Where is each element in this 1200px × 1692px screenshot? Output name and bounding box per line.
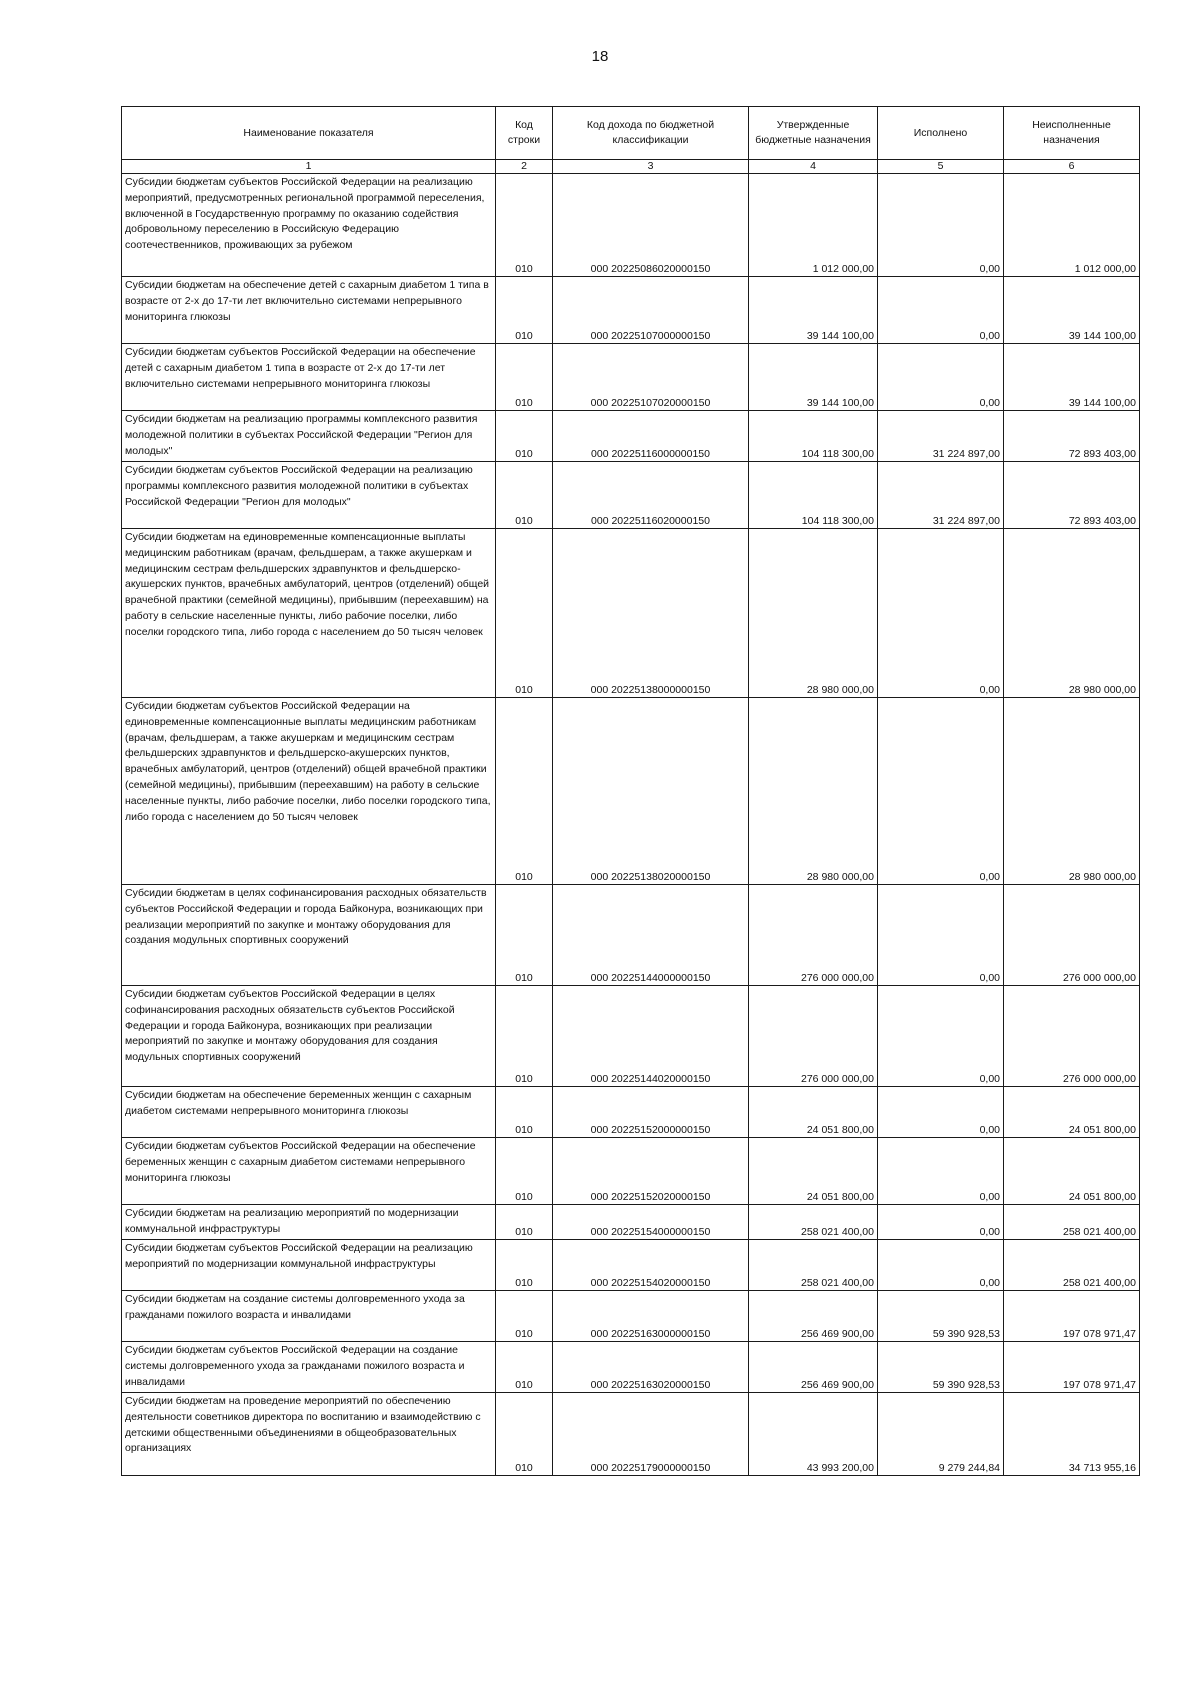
table-row — [122, 1240, 1140, 1291]
row-name: Субсидии бюджетам на реализацию мероприятий по модернизации коммунальной инфраструктуры — [122, 1205, 496, 1240]
table-row — [122, 462, 1140, 529]
row-kbk: 000 20225154020000150 — [553, 1240, 749, 1291]
row-name: Субсидии бюджетам субъектов Российской Федерации на обеспечение беременных женщин с сахарным диабетом системами непрерывного мониторинга глюкозы — [122, 1138, 496, 1205]
row-executed: 0,00 — [878, 885, 1004, 986]
column-number: 4 — [749, 160, 878, 174]
column-number: 2 — [496, 160, 553, 174]
row-approved: 24 051 800,00 — [749, 1138, 878, 1205]
row-code: 010 — [496, 1291, 553, 1342]
row-executed: 31 224 897,00 — [878, 462, 1004, 529]
row-code: 010 — [496, 1087, 553, 1138]
column-number-row — [122, 160, 1140, 174]
row-kbk: 000 20225138020000150 — [553, 698, 749, 885]
row-approved: 258 021 400,00 — [749, 1205, 878, 1240]
row-code: 010 — [496, 277, 553, 344]
row-unexecuted: 276 000 000,00 — [1004, 986, 1140, 1087]
row-approved: 39 144 100,00 — [749, 277, 878, 344]
table-row — [122, 1342, 1140, 1393]
row-name: Субсидии бюджетам на создание системы долговременного ухода за гражданами пожилого возраста и инвалидами — [122, 1291, 496, 1342]
row-name: Субсидии бюджетам на реализацию программы комплексного развития молодежной политики в субъектах Российской Федерации "Регион для молодых" — [122, 411, 496, 462]
row-approved: 256 469 900,00 — [749, 1291, 878, 1342]
row-executed: 9 279 244,84 — [878, 1393, 1004, 1476]
row-name: Субсидии бюджетам субъектов Российской Федерации на реализацию программы комплексного развития молодежной политики в субъектах Российской Федерации "Регион для молодых" — [122, 462, 496, 529]
row-executed: 0,00 — [878, 698, 1004, 885]
row-approved: 43 993 200,00 — [749, 1393, 878, 1476]
table-row — [122, 986, 1140, 1087]
row-name: Субсидии бюджетам субъектов Российской Федерации на реализацию мероприятий по модернизации коммунальной инфраструктуры — [122, 1240, 496, 1291]
row-approved: 104 118 300,00 — [749, 411, 878, 462]
row-unexecuted: 39 144 100,00 — [1004, 277, 1140, 344]
report-table — [121, 106, 1140, 1476]
table-row — [122, 529, 1140, 698]
row-approved: 1 012 000,00 — [749, 174, 878, 277]
row-code: 010 — [496, 344, 553, 411]
row-code: 010 — [496, 462, 553, 529]
row-executed: 0,00 — [878, 174, 1004, 277]
row-executed: 0,00 — [878, 986, 1004, 1087]
row-code: 010 — [496, 698, 553, 885]
row-name: Субсидии бюджетам субъектов Российской Федерации на реализацию мероприятий, предусмотренных региональной программой переселения, включенной в Государственную программу по оказанию содействия добровольному переселению в Российскую Федерацию соотечественников, проживающих за рубежом — [122, 174, 496, 277]
row-name: Субсидии бюджетам на обеспечение детей с сахарным диабетом 1 типа в возрасте от 2-х до 17-ти лет включительно системами непрерывного мониторинга глюкозы — [122, 277, 496, 344]
column-number: 3 — [553, 160, 749, 174]
table-row — [122, 344, 1140, 411]
row-code: 010 — [496, 529, 553, 698]
row-unexecuted: 28 980 000,00 — [1004, 698, 1140, 885]
row-name: Субсидии бюджетам в целях софинансирования расходных обязательств субъектов Российской Федерации и города Байконура, возникающих при реализации мероприятий по закупке и монтажу оборудования для создания модульных спортивных сооружений — [122, 885, 496, 986]
row-code: 010 — [496, 174, 553, 277]
row-kbk: 000 20225154000000150 — [553, 1205, 749, 1240]
row-approved: 104 118 300,00 — [749, 462, 878, 529]
row-kbk: 000 20225163000000150 — [553, 1291, 749, 1342]
row-kbk: 000 20225144000000150 — [553, 885, 749, 986]
row-executed: 0,00 — [878, 529, 1004, 698]
header-unexecuted: Неисполненные назначения — [1004, 107, 1140, 160]
row-approved: 24 051 800,00 — [749, 1087, 878, 1138]
table-row — [122, 1138, 1140, 1205]
header-approved: Утвержденные бюджетные назначения — [749, 107, 878, 160]
header-executed: Исполнено — [878, 107, 1004, 160]
row-approved: 276 000 000,00 — [749, 885, 878, 986]
table-row — [122, 411, 1140, 462]
column-number: 6 — [1004, 160, 1140, 174]
row-kbk: 000 20225179000000150 — [553, 1393, 749, 1476]
row-kbk: 000 20225152020000150 — [553, 1138, 749, 1205]
row-unexecuted: 24 051 800,00 — [1004, 1138, 1140, 1205]
row-code: 010 — [496, 986, 553, 1087]
row-code: 010 — [496, 411, 553, 462]
row-executed: 31 224 897,00 — [878, 411, 1004, 462]
row-name: Субсидии бюджетам на проведение мероприятий по обеспечению деятельности советников директора по воспитанию и взаимодействию с детскими общественными объединениями в общеобразовательных организациях — [122, 1393, 496, 1476]
row-unexecuted: 34 713 955,16 — [1004, 1393, 1140, 1476]
column-number: 1 — [122, 160, 496, 174]
page-number: 18 — [591, 48, 609, 65]
row-kbk: 000 20225086020000150 — [553, 174, 749, 277]
row-approved: 258 021 400,00 — [749, 1240, 878, 1291]
header-code: Код строки — [496, 107, 553, 160]
row-kbk: 000 20225144020000150 — [553, 986, 749, 1087]
row-code: 010 — [496, 1393, 553, 1476]
row-approved: 28 980 000,00 — [749, 698, 878, 885]
row-approved: 39 144 100,00 — [749, 344, 878, 411]
row-code: 010 — [496, 885, 553, 986]
row-unexecuted: 1 012 000,00 — [1004, 174, 1140, 277]
row-approved: 256 469 900,00 — [749, 1342, 878, 1393]
row-kbk: 000 20225163020000150 — [553, 1342, 749, 1393]
column-number: 5 — [878, 160, 1004, 174]
row-approved: 276 000 000,00 — [749, 986, 878, 1087]
row-kbk: 000 20225138000000150 — [553, 529, 749, 698]
row-unexecuted: 258 021 400,00 — [1004, 1205, 1140, 1240]
table-row — [122, 1291, 1140, 1342]
row-code: 010 — [496, 1138, 553, 1205]
row-unexecuted: 24 051 800,00 — [1004, 1087, 1140, 1138]
row-unexecuted: 72 893 403,00 — [1004, 462, 1140, 529]
table-row — [122, 174, 1140, 277]
row-code: 010 — [496, 1205, 553, 1240]
row-code: 010 — [496, 1342, 553, 1393]
row-executed: 0,00 — [878, 1205, 1004, 1240]
row-executed: 0,00 — [878, 344, 1004, 411]
table-row — [122, 1393, 1140, 1476]
row-executed: 59 390 928,53 — [878, 1291, 1004, 1342]
row-unexecuted: 72 893 403,00 — [1004, 411, 1140, 462]
row-executed: 0,00 — [878, 277, 1004, 344]
row-kbk: 000 20225107000000150 — [553, 277, 749, 344]
table-row — [122, 698, 1140, 885]
table-row — [122, 1087, 1140, 1138]
row-name: Субсидии бюджетам субъектов Российской Федерации на единовременные компенсационные выплаты медицинским работникам (врачам, фельдшерам, а также акушеркам и медицинским сестрам фельдшерских здравпунктов и фельдшерско-акушерских пунктов, врачебных амбулаторий, центров (отделений) общей врачебной практики (семейной медицины), прибывшим (переехавшим) на работу в сельские населенные пункты, либо рабочие поселки, либо поселки городского типа, либо города с населением до 50 тысяч человек — [122, 698, 496, 885]
row-name: Субсидии бюджетам субъектов Российской Федерации на создание системы долговременного ухода за гражданами пожилого возраста и инвалидами — [122, 1342, 496, 1393]
row-kbk: 000 20225116000000150 — [553, 411, 749, 462]
header-kbk: Код дохода по бюджетной классификации — [553, 107, 749, 160]
row-kbk: 000 20225116020000150 — [553, 462, 749, 529]
row-executed: 0,00 — [878, 1138, 1004, 1205]
row-name: Субсидии бюджетам субъектов Российской Федерации в целях софинансирования расходных обязательств субъектов Российской Федерации и города Байконура, возникающих при реализации мероприятий по закупке и монтажу оборудования для создания модульных спортивных сооружений — [122, 986, 496, 1087]
table-row — [122, 277, 1140, 344]
row-kbk: 000 20225107020000150 — [553, 344, 749, 411]
row-executed: 0,00 — [878, 1240, 1004, 1291]
row-name: Субсидии бюджетам на единовременные компенсационные выплаты медицинским работникам (врачам, фельдшерам, а также акушеркам и медицинским сестрам фельдшерских здравпунктов и фельдшерско-акушерских пунктов, врачебных амбулаторий, центров (отделений) общей врачебной практики (семейной медицины), прибывшим (переехавшим) на работу в сельские населенные пункты, либо рабочие поселки, либо поселки городского типа, либо города с населением до 50 тысяч человек — [122, 529, 496, 698]
row-code: 010 — [496, 1240, 553, 1291]
row-kbk: 000 20225152000000150 — [553, 1087, 749, 1138]
row-unexecuted: 39 144 100,00 — [1004, 344, 1140, 411]
row-unexecuted: 197 078 971,47 — [1004, 1342, 1140, 1393]
row-executed: 0,00 — [878, 1087, 1004, 1138]
row-name: Субсидии бюджетам субъектов Российской Федерации на обеспечение детей с сахарным диабетом 1 типа в возрасте от 2-х до 17-ти лет включительно системами непрерывного мониторинга глюкозы — [122, 344, 496, 411]
table-row — [122, 885, 1140, 986]
header-name: Наименование показателя — [122, 107, 496, 160]
row-executed: 59 390 928,53 — [878, 1342, 1004, 1393]
header-row — [122, 107, 1140, 160]
row-unexecuted: 276 000 000,00 — [1004, 885, 1140, 986]
row-approved: 28 980 000,00 — [749, 529, 878, 698]
table-row — [122, 1205, 1140, 1240]
row-unexecuted: 197 078 971,47 — [1004, 1291, 1140, 1342]
row-name: Субсидии бюджетам на обеспечение беременных женщин с сахарным диабетом системами непрерывного мониторинга глюкозы — [122, 1087, 496, 1138]
row-unexecuted: 28 980 000,00 — [1004, 529, 1140, 698]
row-unexecuted: 258 021 400,00 — [1004, 1240, 1140, 1291]
